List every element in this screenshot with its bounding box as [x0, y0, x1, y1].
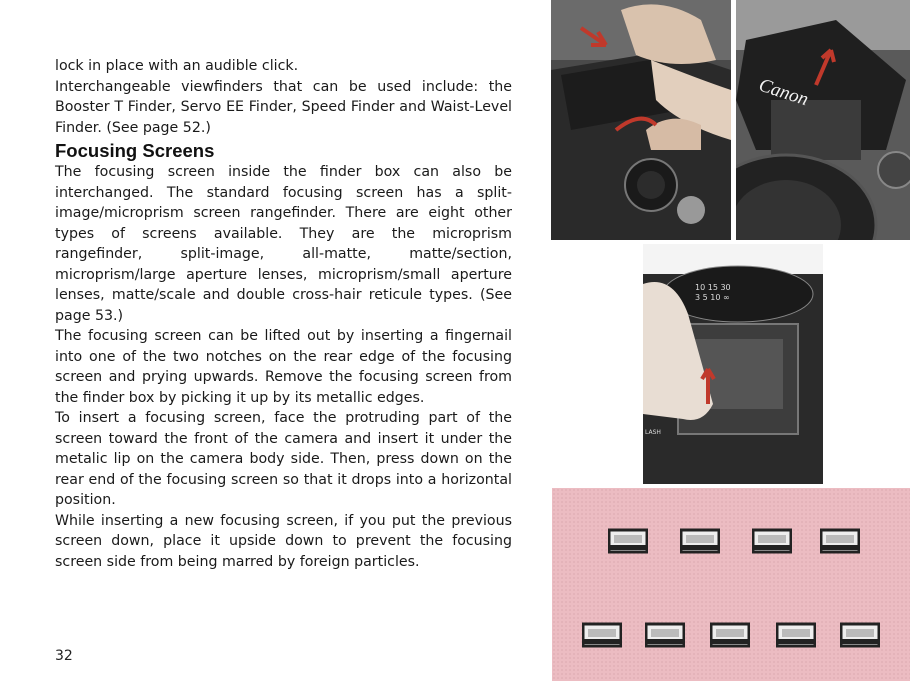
focusing-screen-icon — [645, 622, 685, 648]
photo-screen-lifting — [643, 244, 823, 484]
focusing-screen-icon — [820, 528, 860, 554]
section-heading: Focusing Screens — [55, 140, 215, 161]
paragraph-insertion: To insert a focusing screen, face the protruding part of the screen toward the front of the camera and insert it under the metalic lip on the camera body side. Then, press down on the rear end of the focusing screen so that it drops into a horizontal position. — [55, 410, 512, 508]
intro-line: lock in place with an audible click. — [55, 58, 299, 74]
distance-scale-bottom: 3 5 10 ∞ — [695, 293, 730, 302]
photo-finder-removal — [551, 0, 731, 240]
canon-logo: Canon — [756, 74, 811, 111]
paragraph-protection: While inserting a new focusing screen, if you put the previous screen down, place it upside down to prevent the focusing screen side from being marred by foreign particles. — [55, 512, 512, 570]
focusing-screen-icon — [582, 622, 622, 648]
focusing-screen-icon — [776, 622, 816, 648]
intro-paragraph: Interchangeable viewfinders that can be used include: the Booster T Finder, Servo EE Finder, Speed Finder and Waist-Level Finder. (See page 52.) — [55, 78, 512, 136]
focusing-screen-icon — [710, 622, 750, 648]
focusing-screen-icon — [608, 528, 648, 554]
focusing-screen-icon — [752, 528, 792, 554]
flash-label: LASH — [645, 429, 661, 436]
page-number: 32 — [55, 648, 73, 664]
paragraph-removal: The focusing screen can be lifted out by inserting a fingernail into one of the two notches on the rear edge of the focusing screen and prying upwards. Remove the focusing screen from the finder box by picking it up by its metallic edges. — [55, 328, 512, 406]
distance-scale-top: 10 15 30 — [695, 283, 731, 292]
paragraph-screens-overview: The focusing screen inside the finder box can also be interchanged. The standard focusing screen has a split-image/microprism screen rangefinder. There are eight other types of screens available. They are the microprism rangefinder, split-image, all-matte, matte/section, microprism/large aperture lenses, microprism/small aperture lenses, matte/scale and double cross-hair reticule types. (See page 53.) — [55, 164, 512, 324]
photo-canon-finder — [736, 0, 910, 240]
focusing-screen-icon — [680, 528, 720, 554]
body-text-column — [55, 56, 512, 572]
focusing-screen-icon — [840, 622, 880, 648]
focusing-screens-panel — [552, 488, 910, 681]
